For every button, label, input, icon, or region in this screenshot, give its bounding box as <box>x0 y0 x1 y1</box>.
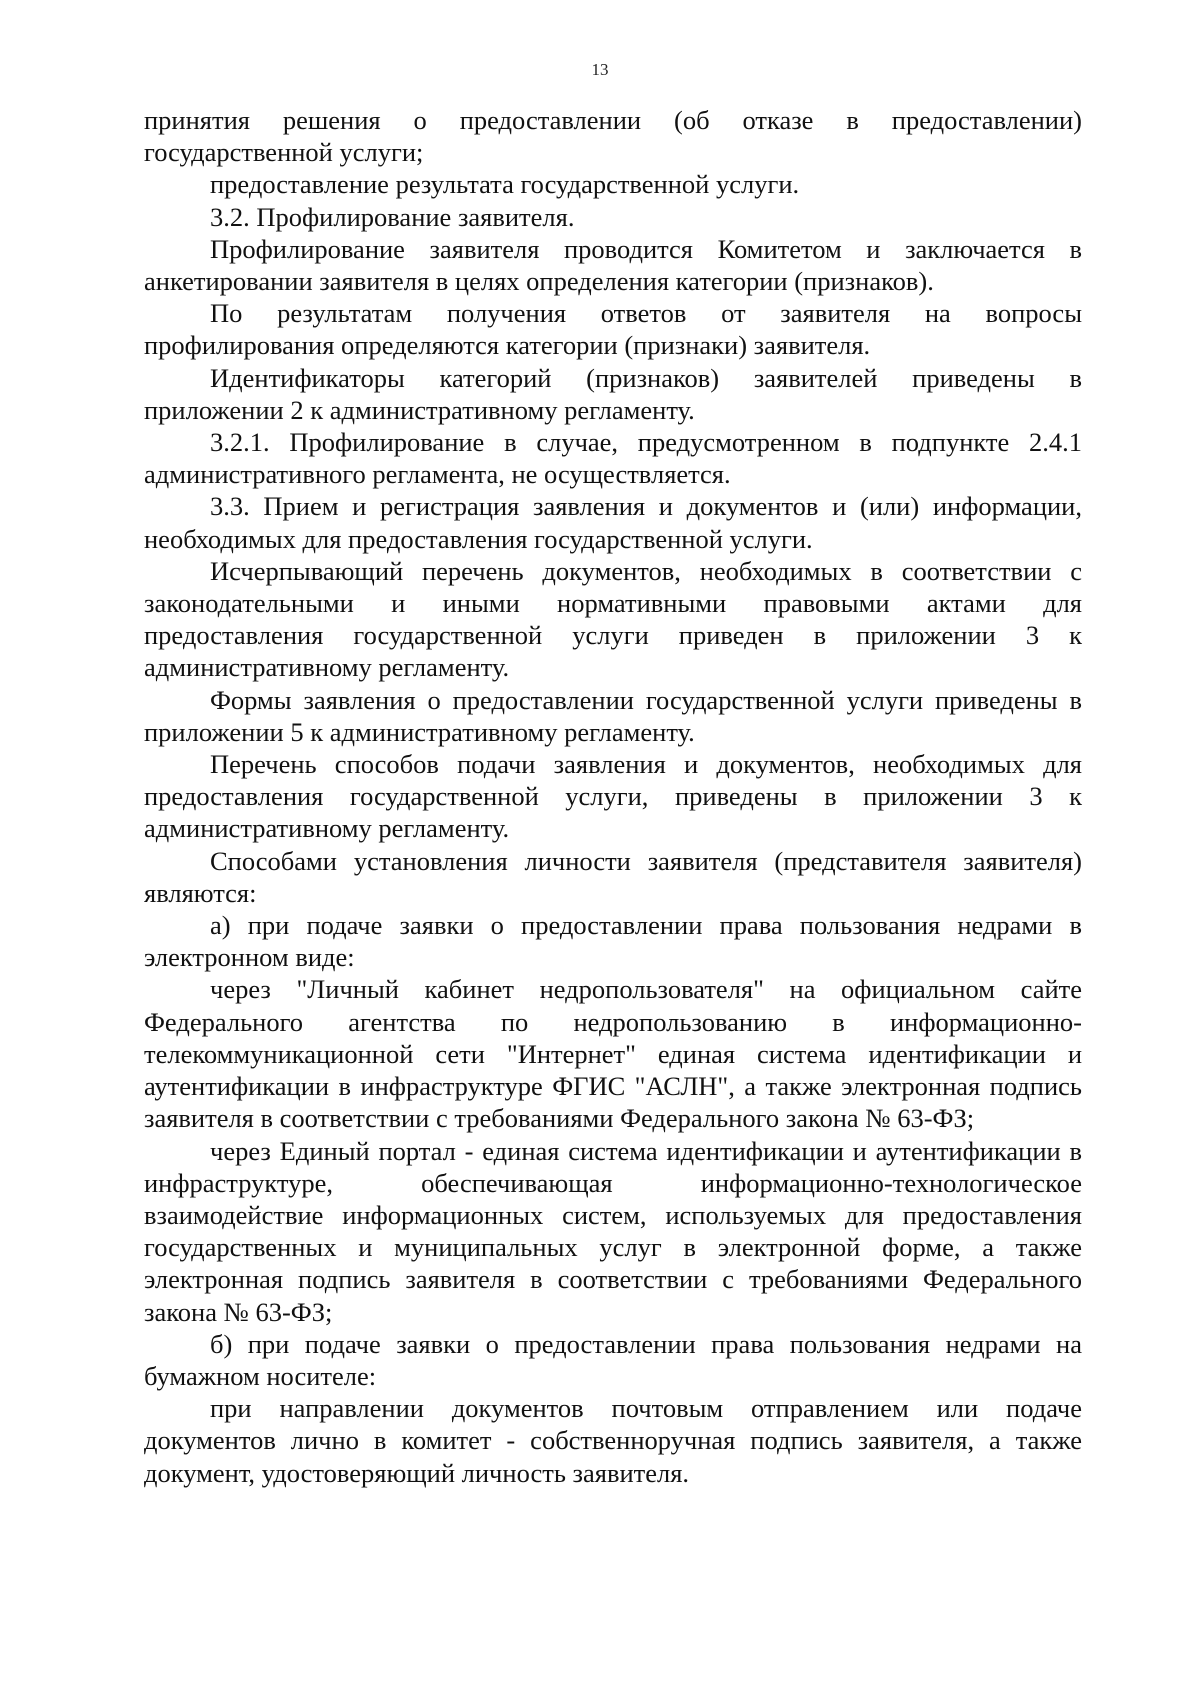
paragraph: Перечень способов подачи заявления и документов, необходимых для предоставления государственной услуги, приведены в приложении 3 к административному регламенту. <box>144 749 1082 844</box>
paragraph: предоставление результата государственной услуги. <box>210 169 800 200</box>
paragraph: Формы заявления о предоставлении государственной услуги приведены в приложении 5 к административному регламенту. <box>144 684 1082 747</box>
paragraph: принятия решения о предоставлении (об отказе в предоставлении) государственной услуги; <box>144 105 1082 168</box>
list-item: а) при подаче заявки о предоставлении права пользования недрами в электронном виде: <box>144 910 1082 973</box>
paragraph: Исчерпывающий перечень документов, необходимых в соответствии с законодательными и иными нормативными правовыми актами для предоставления государственной услуги приведен в приложении 3 к административному регламенту. <box>144 555 1082 683</box>
paragraph: через "Личный кабинет недропользователя" на официальном сайте Федерального агентства по недропользованию в информационно-телекоммуникационной сети "Интернет" единая система идентификации и аутентификации в инфраструктуре ФГИС "АСЛН", а также электронная подпись заявителя в соответствии с требованиями Федерального закона № 63-ФЗ; <box>144 974 1082 1134</box>
body-text <box>144 104 1082 1489</box>
paragraph: Профилирование заявителя проводится Комитетом и заключается в анкетировании заявителя в целях определения категории (признаков). <box>144 233 1082 297</box>
section-heading: 3.2. Профилирование заявителя. <box>210 201 575 232</box>
paragraph: По результатам получения ответов от заявителя на вопросы профилирования определяются категории (признаки) заявителя. <box>144 298 1082 361</box>
section-heading: 3.3. Прием и регистрация заявления и документов и (или) информации, необходимых для предоставления государственной услуги. <box>144 491 1082 554</box>
list-item: б) при подаче заявки о предоставлении права пользования недрами на бумажном носителе: <box>144 1328 1082 1391</box>
page-number: 13 <box>591 60 609 79</box>
paragraph: 3.2.1. Профилирование в случае, предусмотренном в подпункте 2.4.1 административного регламента, не осуществляется. <box>144 427 1082 490</box>
paragraph: через Единый портал - единая система идентификации и аутентификации в инфраструктуре, обеспечивающая информационно-технологическое взаимодействие информационных систем, используемых для предоставления государственных и муниципальных услуг в электронной форме, а также электронная подпись заявителя в соответствии с требованиями Федерального закона № 63-ФЗ; <box>144 1135 1082 1327</box>
paragraph: Идентификаторы категорий (признаков) заявителей приведены в приложении 2 к административному регламенту. <box>144 362 1082 425</box>
paragraph: Способами установления личности заявителя (представителя заявителя) являются: <box>144 845 1082 908</box>
paragraph: при направлении документов почтовым отправлением или подаче документов лично в комитет - собственноручная подпись заявителя, а также документ, удостоверяющий личность заявителя. <box>144 1393 1082 1488</box>
